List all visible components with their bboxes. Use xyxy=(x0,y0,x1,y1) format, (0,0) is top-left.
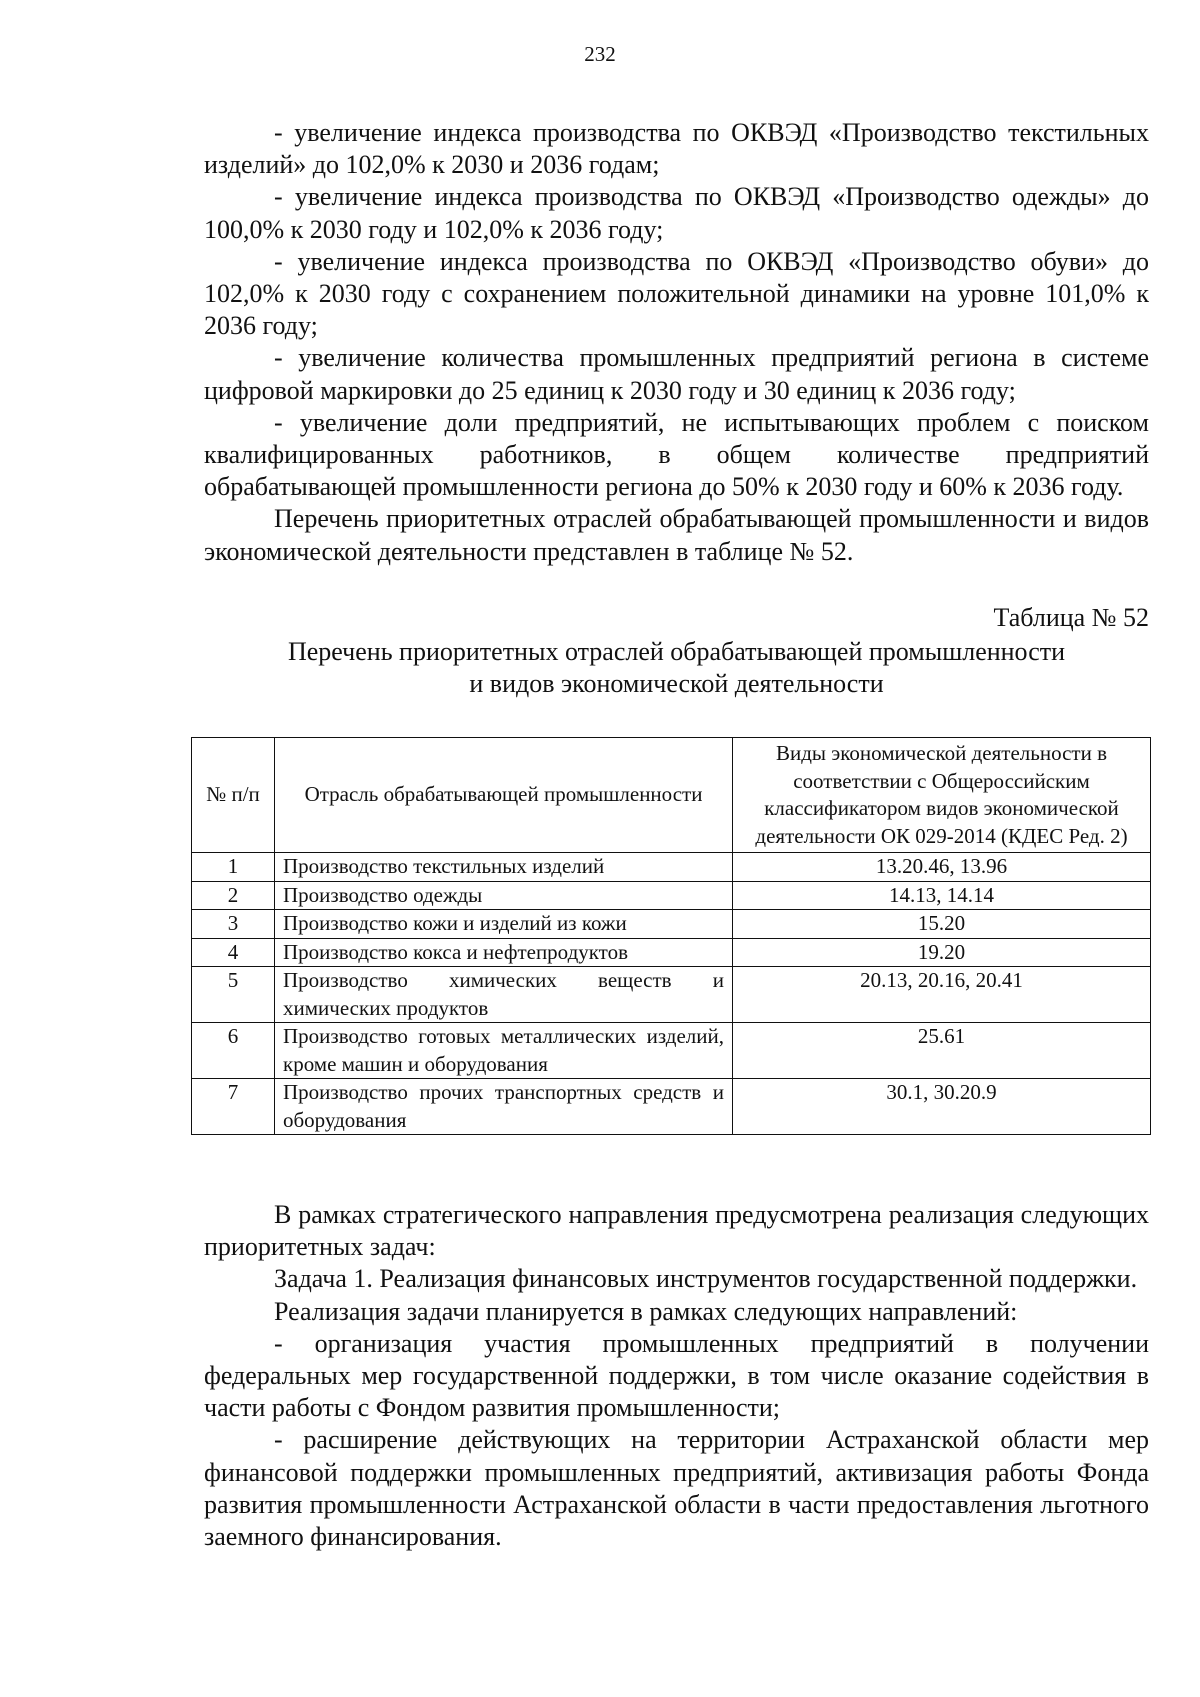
table-row xyxy=(192,853,1151,882)
row-num: 6 xyxy=(192,1023,275,1079)
row-industry: Производство текстильных изделий xyxy=(275,853,733,882)
paragraph: - увеличение индекса производства по ОКВЭД «Производство одежды» до 100,0% к 2030 году и 102,0% к 2036 году; xyxy=(204,182,1149,244)
row-codes: 19.20 xyxy=(733,938,1151,967)
row-codes: 15.20 xyxy=(733,910,1151,939)
row-codes: 13.20.46, 13.96 xyxy=(733,853,1151,882)
row-num: 5 xyxy=(192,967,275,1023)
paragraph: - увеличение доли предприятий, не испытывающих проблем с поиском квалифицированных работников, в общем количестве предприятий обрабатывающей промышленности региона до 50% к 2030 году и 60% к 2036 году. xyxy=(204,407,1149,502)
row-industry: Производство химических веществ и химических продуктов xyxy=(275,967,733,1023)
top-text-block xyxy=(204,117,1149,568)
row-industry: Производство прочих транспортных средств и оборудования xyxy=(275,1079,733,1135)
table-row xyxy=(192,1079,1151,1135)
table-title-line: и видов экономической деятельности xyxy=(469,669,884,698)
table-title xyxy=(204,636,1149,700)
row-num: 1 xyxy=(192,853,275,882)
paragraph: - увеличение индекса производства по ОКВЭД «Производство текстильных изделий» до 102,0% к 2030 и 2036 годам; xyxy=(204,118,1149,180)
row-codes: 14.13, 14.14 xyxy=(733,881,1151,910)
row-codes: 20.13, 20.16, 20.41 xyxy=(733,967,1151,1023)
table-row xyxy=(192,938,1151,967)
bottom-text-block xyxy=(204,1199,1149,1553)
header-codes: Виды экономической деятельности в соответствии с Общероссийским классификатором видов экономической деятельности ОК 029-2014 (КДЕС Ред. 2) xyxy=(733,738,1151,853)
table-row xyxy=(192,1023,1151,1079)
row-industry: Производство кокса и нефтепродуктов xyxy=(275,938,733,967)
header-num: № п/п xyxy=(192,738,275,853)
table-row xyxy=(192,881,1151,910)
row-industry: Производство одежды xyxy=(275,881,733,910)
paragraph: - увеличение количества промышленных предприятий региона в системе цифровой маркировки до 25 единиц к 2030 году и 30 единиц к 2036 году; xyxy=(204,343,1149,405)
page-number: 232 xyxy=(584,42,616,66)
row-codes: 30.1, 30.20.9 xyxy=(733,1079,1151,1135)
table-label: Таблица № 52 xyxy=(993,603,1149,632)
paragraph: Реализация задачи планируется в рамках следующих направлений: xyxy=(274,1296,1018,1326)
row-num: 4 xyxy=(192,938,275,967)
paragraph: Задача 1. Реализация финансовых инструментов государственной поддержки. xyxy=(274,1264,1138,1294)
paragraph: Перечень приоритетных отраслей обрабатывающей промышленности и видов экономической деятельности представлен в таблице № 52. xyxy=(204,504,1149,566)
paragraph: В рамках стратегического направления предусмотрена реализация следующих приоритетных задач: xyxy=(204,1200,1149,1262)
row-codes: 25.61 xyxy=(733,1023,1151,1079)
table-row xyxy=(192,967,1151,1023)
table-row xyxy=(192,910,1151,939)
row-industry: Производство готовых металлических изделий, кроме машин и оборудования xyxy=(275,1023,733,1079)
paragraph: - организация участия промышленных предприятий в получении федеральных мер государственной поддержки, в том числе оказание содействия в части работы с Фондом развития промышленности; xyxy=(204,1328,1149,1423)
row-num: 7 xyxy=(192,1079,275,1135)
paragraph: - расширение действующих на территории Астраханской области мер финансовой поддержки промышленных предприятий, активизация работы Фонда развития промышленности Астраханской области в части предоставления льготного заемного финансирования. xyxy=(204,1425,1149,1552)
paragraph: - увеличение индекса производства по ОКВЭД «Производство обуви» до 102,0% к 2030 году с сохранением положительной динамики на уровне 101,0% к 2036 году; xyxy=(204,246,1149,341)
industries-table xyxy=(191,737,1151,1135)
table-title-line: Перечень приоритетных отраслей обрабатывающей промышленности xyxy=(287,637,1066,666)
header-industry: Отрасль обрабатывающей промышленности xyxy=(275,738,733,853)
row-num: 2 xyxy=(192,881,275,910)
row-num: 3 xyxy=(192,910,275,939)
table-header-row xyxy=(192,738,1151,853)
row-industry: Производство кожи и изделий из кожи xyxy=(275,910,733,939)
